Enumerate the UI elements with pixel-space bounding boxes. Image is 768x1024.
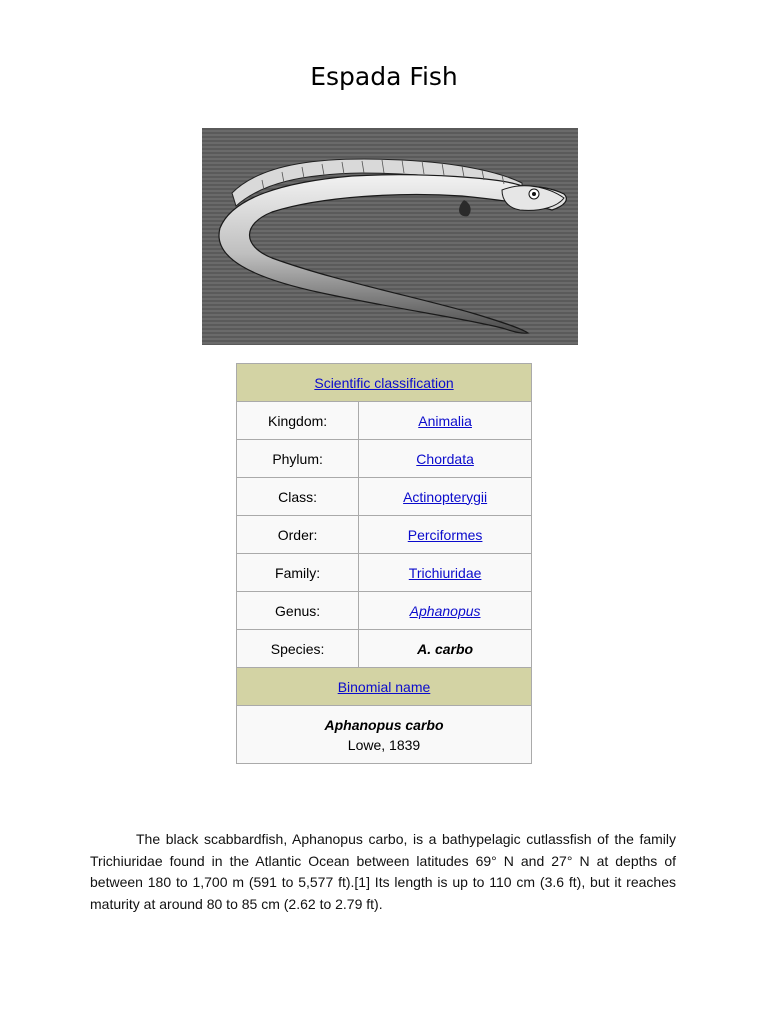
rank-label: Kingdom: (237, 402, 359, 440)
phylum-link[interactable]: Chordata (416, 450, 474, 467)
binomial-authority: Lowe, 1839 (347, 736, 421, 753)
page-title: Espada Fish (310, 62, 458, 91)
rank-label: Order: (237, 516, 359, 554)
binomial-name-link[interactable]: Binomial name (337, 678, 431, 695)
taxonomy-infobox (236, 363, 532, 764)
class-link[interactable]: Actinopterygii (403, 488, 488, 505)
taxo-row-phylum (237, 440, 532, 478)
binomial-name: Aphanopus carbo (324, 716, 444, 733)
rank-label: Family: (237, 554, 359, 592)
genus-link[interactable]: Aphanopus (409, 602, 481, 619)
classification-header (237, 364, 532, 402)
family-link[interactable]: Trichiuridae (408, 564, 482, 581)
description-paragraph: The black scabbardfish, Aphanopus carbo, is a bathypelagic cutlassfish of the family Trichiuridae found in the Atlantic Ocean between latitudes 69° N and 27° N at depths of between 180 to 1,700 m (591 to 5,577 ft).[1] Its length is up to 110 cm (3.6 ft), but it reaches maturity at around 80 to 85 cm (2.62 to 2.79 ft). (90, 831, 676, 912)
taxo-row-family (237, 554, 532, 592)
taxo-row-genus (237, 592, 532, 630)
taxo-row-class (237, 478, 532, 516)
rank-label: Genus: (237, 592, 359, 630)
kingdom-link[interactable]: Animalia (418, 412, 472, 429)
taxo-row-kingdom (237, 402, 532, 440)
rank-label: Phylum: (237, 440, 359, 478)
rank-label: Class: (237, 478, 359, 516)
binomial-cell (237, 706, 532, 764)
species-value: A. carbo (359, 630, 532, 668)
fish-illustration (202, 128, 578, 345)
rank-label: Species: (237, 630, 359, 668)
taxo-row-species (237, 630, 532, 668)
order-link[interactable]: Perciformes (407, 526, 483, 543)
scientific-classification-link[interactable]: Scientific classification (314, 374, 454, 391)
binomial-header (237, 668, 532, 706)
taxo-row-order (237, 516, 532, 554)
